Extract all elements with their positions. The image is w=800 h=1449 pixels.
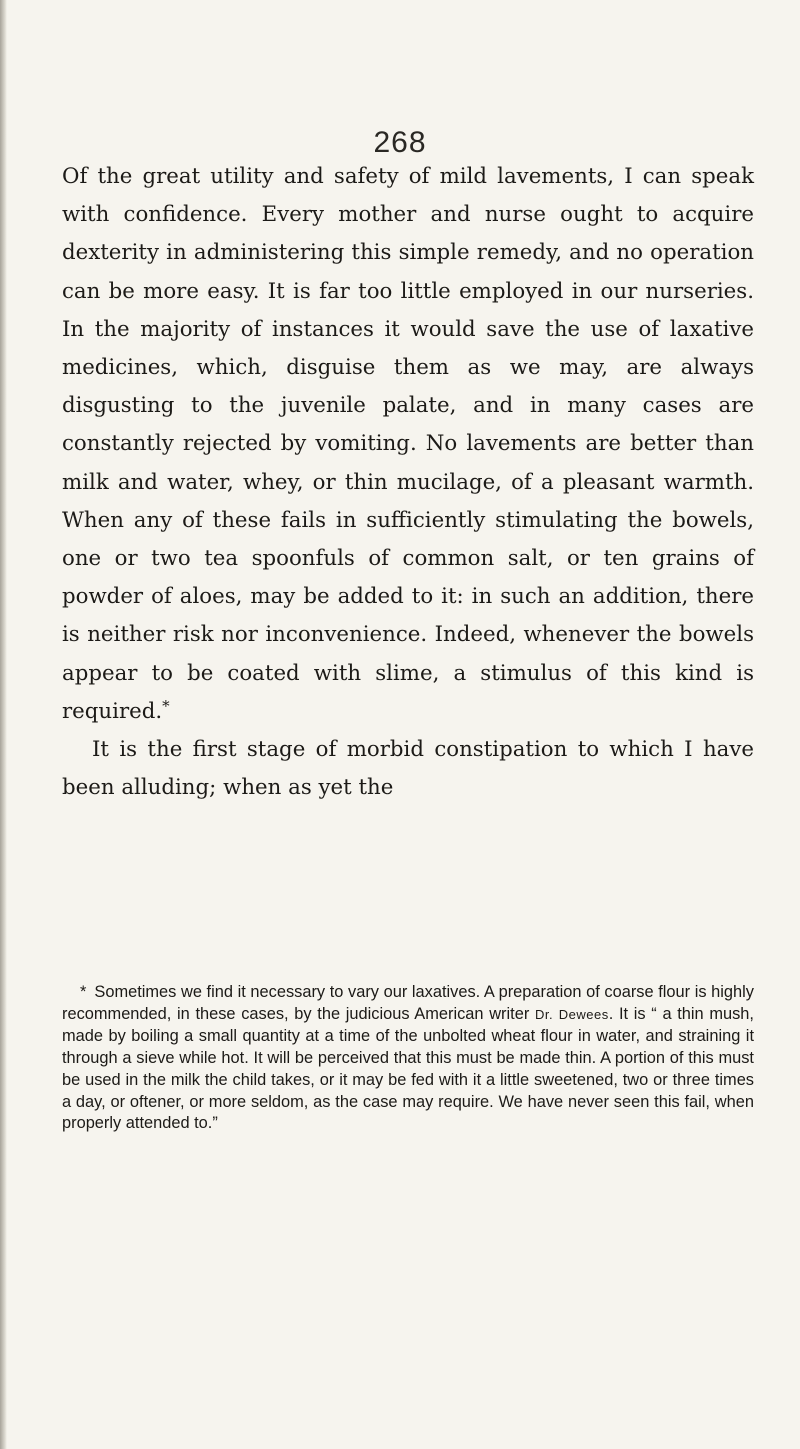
footnote-marker: * bbox=[80, 983, 87, 1001]
footnote-reference: * bbox=[162, 696, 170, 715]
footnote-text-end: . It is “ a thin mush, made by boiling a small quantity at a time of the unbolted wheat flour in water, and straining it through a sieve while hot. It will be perceived that this must be made thin. A portion of this must be used in the milk the child takes, or it may be fed with it a little sweetened, two or three times a day, or oftener, or more seldom, as the case may require. We have never seen this fail, when properly attended to.” bbox=[62, 1004, 754, 1133]
paragraph-1-text: Of the great utility and safety of mild lavements, I can speak with confidence. Every mother and nurse ought to acquire dexterity in administering this simple remedy, and no operation can be more easy. It is far too little employed in our nurseries. In the majority of instances it would save the use of laxative medicines, which, disguise them as we may, are always disgusting to the juvenile palate, and in many cases are constantly rejected by vomiting. No lavements are better than milk and water, whey, or thin mucilage, of a pleasant warmth. When any of these fails in sufficiently stimulating the bowels, one or two tea spoonfuls of common salt, or ten grains of powder of aloes, may be added to it: in such an addition, there is neither risk nor inconvenience. Indeed, whenever the bowels appear to be coated with slime, a stimulus of this kind is required. bbox=[62, 164, 754, 724]
paragraph-1 bbox=[62, 158, 754, 731]
footnote-author-prefix: Dr. bbox=[534, 1006, 554, 1022]
paragraph-2: It is the first stage of morbid constipation to which I have been alluding; when as yet the bbox=[62, 737, 754, 801]
footnote bbox=[62, 982, 754, 1135]
main-text bbox=[62, 158, 754, 807]
page-number: 268 bbox=[373, 126, 427, 159]
page-edge bbox=[0, 0, 7, 1449]
footnote-text-start: Sometimes we find it necessary to vary our laxatives. A preparation of coarse flour is highly recommended, in these cases, by the judicious American writer bbox=[62, 983, 754, 1023]
footnote-author-name: Dewees bbox=[558, 1006, 609, 1022]
footnote-paragraph bbox=[62, 982, 754, 1135]
